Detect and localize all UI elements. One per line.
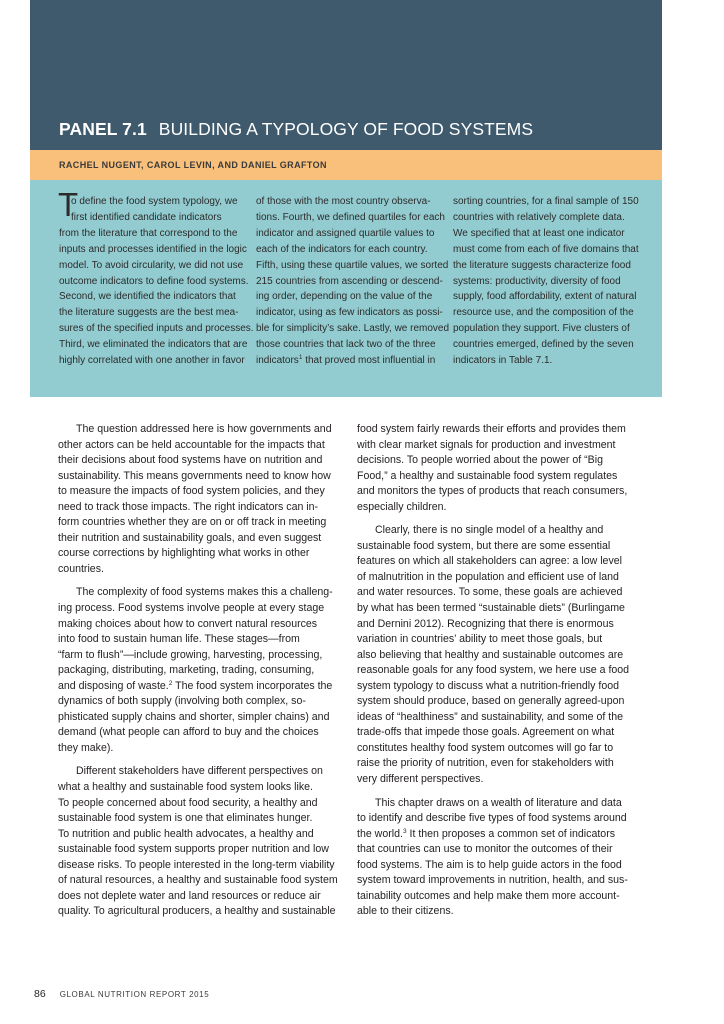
text-line: to identify and describe five types of food systems around bbox=[357, 812, 627, 825]
text-run: indicators bbox=[256, 355, 299, 367]
text-line: sorting countries, for a final sample of 150 bbox=[453, 196, 639, 207]
text-line bbox=[58, 679, 338, 695]
paragraph-gap bbox=[58, 756, 338, 764]
panel-title-text: BUILDING A TYPOLOGY OF FOOD SYSTEMS bbox=[158, 119, 534, 139]
text-line bbox=[256, 353, 449, 369]
text-line: of natural resources, a healthy and sustainable food system bbox=[58, 874, 338, 887]
text-line: tions. Fourth, we defined quartiles for each bbox=[256, 211, 445, 223]
text-line: inputs and processes identified in the logic bbox=[59, 243, 247, 255]
text-run: The food system incorporates the bbox=[172, 679, 333, 692]
text-line: 215 countries from ascending or descend- bbox=[256, 275, 443, 287]
text-line: quality. To agricultural producers, a healthy and sustainable bbox=[58, 905, 336, 918]
footnote-ref: 2 bbox=[168, 679, 173, 687]
text-line: tainability outcomes and help make them more account- bbox=[357, 889, 620, 902]
paragraph-gap bbox=[357, 788, 637, 796]
text-line: highly correlated with one another in favor bbox=[59, 355, 245, 367]
text-line: ble for simplicity’s sake. Lastly, we removed bbox=[256, 323, 450, 335]
paragraph-gap bbox=[58, 577, 338, 585]
text-line: We specified that at least one indicator bbox=[453, 227, 625, 239]
text-line: reasonable goals for any food system, we here use a food bbox=[357, 664, 630, 677]
text-line: their nutrition and sustainability goals, and even suggest bbox=[58, 531, 322, 544]
text-line: Clearly, there is no single model of a healthy and bbox=[375, 524, 604, 537]
text-line: dynamics of both supply (involving both complex, so- bbox=[58, 695, 306, 708]
text-line: of malnutrition in the population and efficient use of land bbox=[357, 570, 619, 583]
text-line: indicators in Table 7.1. bbox=[453, 355, 553, 367]
page-number: 86 bbox=[34, 988, 46, 1000]
panel-number: PANEL 7.1 bbox=[59, 119, 147, 139]
text-line: what a healthy and sustainable food system looks like. bbox=[58, 781, 313, 794]
text-line: Second, we identified the indicators that bbox=[59, 291, 236, 303]
text-line: packaging, distributing, marketing, trading, consuming, bbox=[58, 664, 315, 677]
text-line: form countries whether they are on or off track in meeting bbox=[58, 516, 327, 529]
text-line: o define the food system typology, we bbox=[71, 196, 238, 207]
text-run: and disposing of waste. bbox=[58, 679, 169, 692]
text-line: resource use, and the composition of the bbox=[453, 307, 634, 319]
text-line: very different perspectives. bbox=[357, 773, 484, 786]
text-line: especially children. bbox=[357, 500, 447, 513]
text-line: from the literature that correspond to the bbox=[59, 227, 238, 239]
text-line: trade-offs that impede those goals. Agreement on what bbox=[357, 726, 615, 739]
text-line: countries. bbox=[58, 562, 104, 575]
text-line: countries emerged, defined by the seven bbox=[453, 339, 634, 351]
text-line: variation in countries’ ability to meet those goals, but bbox=[357, 633, 603, 646]
text-line: first identified candidate indicators bbox=[71, 211, 222, 223]
panel-title bbox=[59, 119, 533, 140]
text-line: food systems. The aim is to help guide actors in the food bbox=[357, 858, 622, 871]
text-line: sures of the specified inputs and processes. bbox=[59, 323, 254, 335]
text-line: ideas of “healthiness” and sustainability, and some of the bbox=[357, 710, 623, 723]
text-line: This chapter draws on a wealth of literature and data bbox=[375, 796, 622, 809]
footnote-ref: 1 bbox=[298, 354, 303, 362]
text-line: constitutes healthy food system outcomes will go far to bbox=[357, 741, 614, 754]
footnote-ref: 3 bbox=[402, 827, 407, 835]
panel-column-3 bbox=[453, 194, 639, 369]
text-run: It then proposes a common set of indicators bbox=[406, 827, 616, 840]
text-line: does not deplete water and land resources or reduce air bbox=[58, 889, 321, 902]
text-line: the literature suggests characterize food bbox=[453, 259, 631, 271]
text-line: must come from each of five domains that bbox=[453, 243, 639, 255]
text-line: sustainable food system is one that eliminates hunger. bbox=[58, 812, 313, 825]
text-line: population they support. Five clusters of bbox=[453, 323, 630, 335]
text-line: by what has been termed “sustainable diets” (Burlingame bbox=[357, 602, 625, 615]
text-run: the world. bbox=[357, 827, 403, 840]
text-line: To nutrition and public health advocates, a healthy and bbox=[58, 827, 314, 840]
text-line: to measure the impacts of food system policies, and they bbox=[58, 485, 325, 498]
text-line: disease risks. To people interested in the long-term viability bbox=[58, 858, 335, 871]
text-line: their decisions about food systems have on nutrition and bbox=[58, 454, 323, 467]
text-line: phisticated supply chains and shorter, simpler chains) and bbox=[58, 710, 330, 723]
text-line bbox=[357, 827, 637, 843]
text-line: systems: productivity, diversity of food bbox=[453, 275, 621, 287]
text-line: system should produce, based on generally agreed-upon bbox=[357, 695, 625, 708]
text-run: that proved most influential in bbox=[302, 355, 436, 367]
text-line: system toward improvements in nutrition, health, and sus- bbox=[357, 874, 628, 887]
text-line: ing process. Food systems involve people at every stage bbox=[58, 602, 325, 615]
text-line: The question addressed here is how governments and bbox=[76, 423, 332, 435]
text-line: they make). bbox=[58, 741, 114, 754]
text-line: that countries can use to monitor the outcomes of their bbox=[357, 843, 613, 856]
text-line: Different stakeholders have different perspectives on bbox=[76, 765, 323, 778]
text-line: other actors can be held accountable for the impacts that bbox=[58, 438, 325, 451]
panel-column-2 bbox=[256, 194, 449, 369]
text-line: model. To avoid circularity, we did not use bbox=[59, 259, 244, 271]
text-line: “farm to flush”—include growing, harvesting, processing, bbox=[58, 648, 323, 661]
text-line: Third, we eliminated the indicators that are bbox=[59, 339, 248, 351]
panel-column-1 bbox=[59, 194, 254, 369]
body-column-right bbox=[357, 422, 637, 920]
text-line: indicator and assigned quartile values to bbox=[256, 227, 435, 239]
text-line: able to their citizens. bbox=[357, 905, 454, 918]
drop-cap: T bbox=[58, 186, 79, 223]
text-line: features on which all stakeholders can agree: a low level bbox=[357, 555, 622, 568]
text-line: and Dernini 2012). Recognizing that there is enormous bbox=[357, 617, 614, 630]
text-line: course corrections by highlighting what works in other bbox=[58, 547, 310, 560]
text-line: demand (what people can afford to buy and the choices bbox=[58, 726, 319, 739]
text-line: Food,” a healthy and sustainable food system regulates bbox=[357, 469, 618, 482]
text-line: of those with the most country observa- bbox=[256, 196, 431, 207]
text-line: ing order, depending on the value of the bbox=[256, 291, 433, 303]
text-line: indicator, using as few indicators as possi- bbox=[256, 307, 443, 319]
text-line: To people concerned about food security, a healthy and bbox=[58, 796, 318, 809]
page-footer bbox=[34, 984, 209, 1002]
text-line: also believing that healthy and sustainable outcomes are bbox=[357, 648, 624, 661]
paragraph-gap bbox=[357, 515, 637, 523]
text-line: The complexity of food systems makes this a challeng- bbox=[76, 586, 333, 599]
panel-authors: RACHEL NUGENT, CAROL LEVIN, AND DANIEL GRAFTON bbox=[59, 160, 327, 170]
text-line: sustainability. This means governments need to know how bbox=[58, 469, 331, 482]
text-line: countries with relatively complete data. bbox=[453, 211, 625, 223]
text-line: supply, food affordability, extent of natural bbox=[453, 291, 637, 303]
text-line: system typology to discuss what a nutrition-friendly food bbox=[357, 679, 620, 692]
text-line: into food to sustain human life. These stages—from bbox=[58, 633, 300, 646]
text-line: need to track those impacts. The right indicators can in- bbox=[58, 500, 319, 513]
publication-name: GLOBAL NUTRITION REPORT 2015 bbox=[59, 990, 210, 999]
text-line: the literature suggests are the best mea- bbox=[59, 307, 239, 319]
text-line: food system fairly rewards their efforts and provides them bbox=[357, 423, 626, 435]
text-line: sustainable food system, but there are some essential bbox=[357, 539, 611, 552]
text-line: and monitors the types of products that reach consumers, bbox=[357, 485, 628, 498]
text-line: each of the indicators for each country. bbox=[256, 243, 428, 255]
text-line: Fifth, using these quartile values, we sorted bbox=[256, 259, 449, 271]
text-line: with clear market signals for production and investment bbox=[357, 438, 616, 451]
text-line: those countries that lack two of the three bbox=[256, 339, 436, 351]
text-line: making choices about how to convert natural resources bbox=[58, 617, 318, 630]
text-line: decisions. To people worried about the power of “Big bbox=[357, 454, 603, 467]
text-line: raise the priority of nutrition, even for stakeholders with bbox=[357, 757, 614, 770]
text-line: and water resources. To some, these goals are achieved bbox=[357, 586, 623, 599]
text-line: sustainable food system supports proper nutrition and low bbox=[58, 843, 329, 856]
text-line: outcome indicators to define food systems. bbox=[59, 275, 249, 287]
body-column-left bbox=[58, 422, 338, 920]
